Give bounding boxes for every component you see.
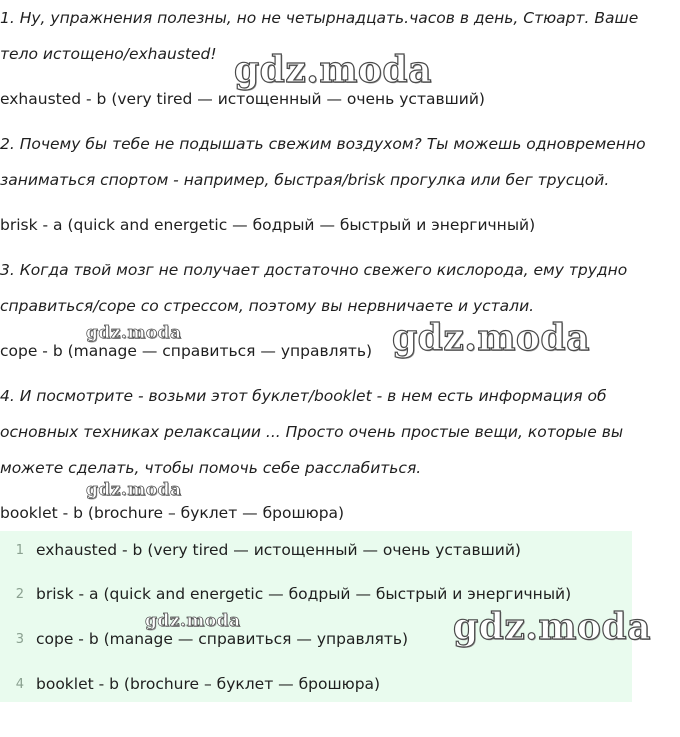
watermark-logo: gdz.moda xyxy=(453,606,651,648)
answer-number: 2 xyxy=(15,586,24,602)
watermark-logo: gdz.moda xyxy=(234,49,432,91)
task-2-text: 2. Почему бы тебе не подышать свежим воздухом? Ты можешь одновременно заниматься спортом - например, быстрая/brisk прогулка или бег трусцой. xyxy=(0,135,646,189)
answer-row xyxy=(0,672,380,696)
watermark-logo: gdz.moda xyxy=(145,611,241,631)
watermark-logo: gdz.moda xyxy=(86,480,182,500)
answer-text: brisk - a (quick and energetic — бодрый — быстрый и энергичный) xyxy=(36,585,572,603)
answer-row xyxy=(0,582,571,606)
task-3-text: 3. Когда твой мозг не получает достаточно свежего кислорода, ему трудно справиться/cope со стрессом, поэтому вы нервничаете и устали. xyxy=(0,261,628,315)
answer-number: 1 xyxy=(15,542,24,558)
answer-row xyxy=(0,538,521,562)
answer-text: exhausted - b (very tired — истощенный — очень уставший) xyxy=(36,541,521,559)
answer-number: 4 xyxy=(15,676,24,692)
answer-number: 3 xyxy=(15,631,24,647)
task-3-answer: cope - b (manage — справиться — управлять) xyxy=(0,342,373,360)
answer-text: booklet - b (brochure – буклет — брошюра) xyxy=(36,675,381,693)
task-4-answer: booklet - b (brochure – буклет — брошюра) xyxy=(0,504,345,522)
task-2-answer: brisk - a (quick and energetic — бодрый — быстрый и энергичный) xyxy=(0,216,536,234)
watermark-logo: gdz.moda xyxy=(86,323,182,343)
task-1-text: 1. Ну, упражнения полезны, но не четырнадцать.часов в день, Стюарт. Ваше тело истощено/exhausted! xyxy=(0,9,639,63)
watermark-logo: gdz.moda xyxy=(392,317,590,359)
task-1-answer: exhausted - b (very tired — истощенный — очень уставший) xyxy=(0,90,485,108)
answer-text: cope - b (manage — справиться — управлять) xyxy=(36,630,409,648)
task-4-text: 4. И посмотрите - возьми этот буклет/booklet - в нем есть информация об основных техниках релаксации ... Просто очень простые вещи, которые вы можете сделать, чтобы помочь себе расслабиться. xyxy=(0,387,624,477)
